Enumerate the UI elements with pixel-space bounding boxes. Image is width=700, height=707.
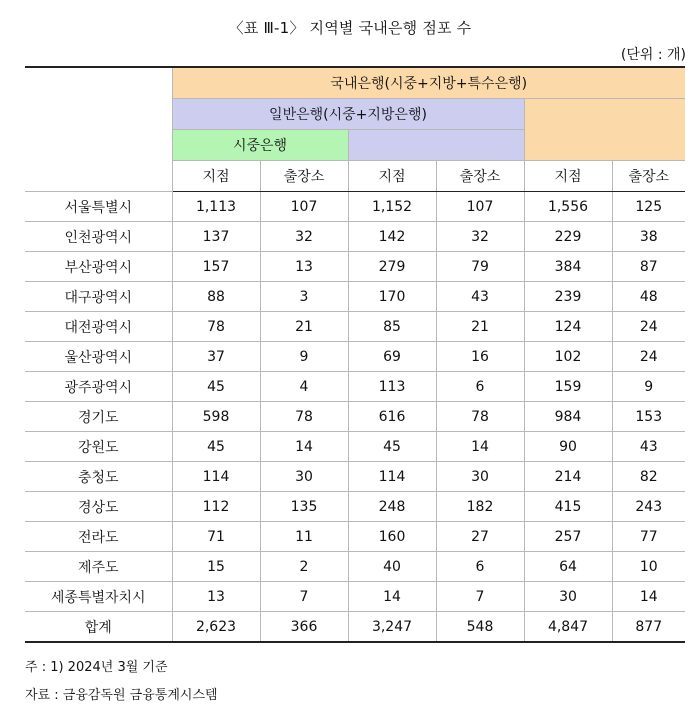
value-cell: 415 bbox=[524, 492, 612, 522]
value-cell: 85 bbox=[348, 312, 436, 342]
value-cell: 79 bbox=[436, 252, 524, 282]
value-cell: 21 bbox=[260, 312, 348, 342]
domestic-bank-fill bbox=[524, 99, 685, 161]
value-cell: 14 bbox=[260, 432, 348, 462]
general-bank-fill bbox=[348, 130, 524, 161]
value-cell: 239 bbox=[524, 282, 612, 312]
unit-label: (단위 : 개) bbox=[620, 47, 686, 63]
value-cell: 78 bbox=[172, 312, 260, 342]
value-cell: 13 bbox=[260, 252, 348, 282]
region-cell: 합계 bbox=[25, 612, 172, 643]
value-cell: 159 bbox=[524, 372, 612, 402]
value-cell: 43 bbox=[436, 282, 524, 312]
value-cell: 32 bbox=[260, 222, 348, 252]
source-note: 자료 : 금융감독원 금융통계시스템 bbox=[25, 688, 218, 703]
value-cell: 124 bbox=[524, 312, 612, 342]
value-cell: 125 bbox=[612, 192, 685, 222]
value-cell: 598 bbox=[172, 402, 260, 432]
region-cell: 경기도 bbox=[25, 402, 172, 432]
value-cell: 366 bbox=[260, 612, 348, 643]
footnote: 주 : 1) 2024년 3월 기준 bbox=[25, 660, 168, 675]
value-cell: 7 bbox=[260, 582, 348, 612]
domestic-bank-header: 국내은행(시중+지방+특수은행) bbox=[172, 67, 685, 99]
table-row bbox=[25, 252, 685, 282]
region-cell: 제주도 bbox=[25, 552, 172, 582]
value-cell: 182 bbox=[436, 492, 524, 522]
table-row bbox=[25, 342, 685, 372]
value-cell: 1,152 bbox=[348, 192, 436, 222]
domestic-office-header: 출장소 bbox=[612, 161, 685, 192]
value-cell: 877 bbox=[612, 612, 685, 643]
region-cell: 경상도 bbox=[25, 492, 172, 522]
commercial-office-header: 출장소 bbox=[260, 161, 348, 192]
value-cell: 82 bbox=[612, 462, 685, 492]
commercial-bank-header: 시중은행 bbox=[172, 130, 348, 161]
value-cell: 48 bbox=[612, 282, 685, 312]
table-row bbox=[25, 612, 685, 643]
commercial-branch-header: 지점 bbox=[172, 161, 260, 192]
value-cell: 2,623 bbox=[172, 612, 260, 643]
value-cell: 14 bbox=[612, 582, 685, 612]
table-row bbox=[25, 222, 685, 252]
value-cell: 160 bbox=[348, 522, 436, 552]
value-cell: 3,247 bbox=[348, 612, 436, 643]
value-cell: 90 bbox=[524, 432, 612, 462]
region-cell: 대구광역시 bbox=[25, 282, 172, 312]
table-row bbox=[25, 312, 685, 342]
value-cell: 45 bbox=[172, 372, 260, 402]
table-row bbox=[25, 462, 685, 492]
value-cell: 114 bbox=[172, 462, 260, 492]
table-row bbox=[25, 402, 685, 432]
value-cell: 113 bbox=[348, 372, 436, 402]
value-cell: 135 bbox=[260, 492, 348, 522]
value-cell: 137 bbox=[172, 222, 260, 252]
value-cell: 6 bbox=[436, 372, 524, 402]
value-cell: 6 bbox=[436, 552, 524, 582]
value-cell: 11 bbox=[260, 522, 348, 552]
value-cell: 1,113 bbox=[172, 192, 260, 222]
value-cell: 15 bbox=[172, 552, 260, 582]
table-row bbox=[25, 552, 685, 582]
value-cell: 107 bbox=[260, 192, 348, 222]
region-cell: 전라도 bbox=[25, 522, 172, 552]
value-cell: 30 bbox=[524, 582, 612, 612]
general-branch-header: 지점 bbox=[348, 161, 436, 192]
value-cell: 1,556 bbox=[524, 192, 612, 222]
value-cell: 4 bbox=[260, 372, 348, 402]
value-cell: 112 bbox=[172, 492, 260, 522]
value-cell: 40 bbox=[348, 552, 436, 582]
value-cell: 153 bbox=[612, 402, 685, 432]
value-cell: 548 bbox=[436, 612, 524, 643]
value-cell: 69 bbox=[348, 342, 436, 372]
region-cell: 인천광역시 bbox=[25, 222, 172, 252]
value-cell: 248 bbox=[348, 492, 436, 522]
value-cell: 114 bbox=[348, 462, 436, 492]
value-cell: 16 bbox=[436, 342, 524, 372]
value-cell: 257 bbox=[524, 522, 612, 552]
value-cell: 24 bbox=[612, 312, 685, 342]
region-cell: 세종특별자치시 bbox=[25, 582, 172, 612]
value-cell: 13 bbox=[172, 582, 260, 612]
region-cell: 서울특별시 bbox=[25, 192, 172, 222]
table-row bbox=[25, 522, 685, 552]
region-cell: 대전광역시 bbox=[25, 312, 172, 342]
region-cell: 강원도 bbox=[25, 432, 172, 462]
value-cell: 87 bbox=[612, 252, 685, 282]
table-row bbox=[25, 372, 685, 402]
value-cell: 4,847 bbox=[524, 612, 612, 643]
value-cell: 7 bbox=[436, 582, 524, 612]
value-cell: 37 bbox=[172, 342, 260, 372]
value-cell: 64 bbox=[524, 552, 612, 582]
value-cell: 21 bbox=[436, 312, 524, 342]
general-bank-header: 일반은행(시중+지방은행) bbox=[172, 99, 524, 130]
value-cell: 3 bbox=[260, 282, 348, 312]
value-cell: 984 bbox=[524, 402, 612, 432]
value-cell: 229 bbox=[524, 222, 612, 252]
value-cell: 170 bbox=[348, 282, 436, 312]
value-cell: 157 bbox=[172, 252, 260, 282]
region-header bbox=[25, 67, 172, 192]
value-cell: 2 bbox=[260, 552, 348, 582]
value-cell: 142 bbox=[348, 222, 436, 252]
value-cell: 30 bbox=[436, 462, 524, 492]
domestic-branch-header: 지점 bbox=[524, 161, 612, 192]
value-cell: 243 bbox=[612, 492, 685, 522]
region-cell: 울산광역시 bbox=[25, 342, 172, 372]
value-cell: 88 bbox=[172, 282, 260, 312]
value-cell: 24 bbox=[612, 342, 685, 372]
value-cell: 384 bbox=[524, 252, 612, 282]
value-cell: 45 bbox=[348, 432, 436, 462]
value-cell: 14 bbox=[436, 432, 524, 462]
value-cell: 102 bbox=[524, 342, 612, 372]
value-cell: 38 bbox=[612, 222, 685, 252]
value-cell: 27 bbox=[436, 522, 524, 552]
table-title: 〈표 Ⅲ-1〉 지역별 국내은행 점포 수 bbox=[228, 19, 472, 37]
general-office-header: 출장소 bbox=[436, 161, 524, 192]
value-cell: 9 bbox=[612, 372, 685, 402]
table-row bbox=[25, 492, 685, 522]
region-cell: 부산광역시 bbox=[25, 252, 172, 282]
value-cell: 10 bbox=[612, 552, 685, 582]
region-cell: 광주광역시 bbox=[25, 372, 172, 402]
table-row bbox=[25, 282, 685, 312]
value-cell: 45 bbox=[172, 432, 260, 462]
region-cell: 충청도 bbox=[25, 462, 172, 492]
value-cell: 77 bbox=[612, 522, 685, 552]
value-cell: 9 bbox=[260, 342, 348, 372]
value-cell: 71 bbox=[172, 522, 260, 552]
value-cell: 30 bbox=[260, 462, 348, 492]
value-cell: 78 bbox=[436, 402, 524, 432]
value-cell: 279 bbox=[348, 252, 436, 282]
table-row bbox=[25, 192, 685, 222]
value-cell: 214 bbox=[524, 462, 612, 492]
table-row bbox=[25, 582, 685, 612]
branch-count-table bbox=[25, 66, 685, 643]
table-row bbox=[25, 432, 685, 462]
value-cell: 14 bbox=[348, 582, 436, 612]
value-cell: 32 bbox=[436, 222, 524, 252]
value-cell: 616 bbox=[348, 402, 436, 432]
value-cell: 43 bbox=[612, 432, 685, 462]
value-cell: 78 bbox=[260, 402, 348, 432]
value-cell: 107 bbox=[436, 192, 524, 222]
